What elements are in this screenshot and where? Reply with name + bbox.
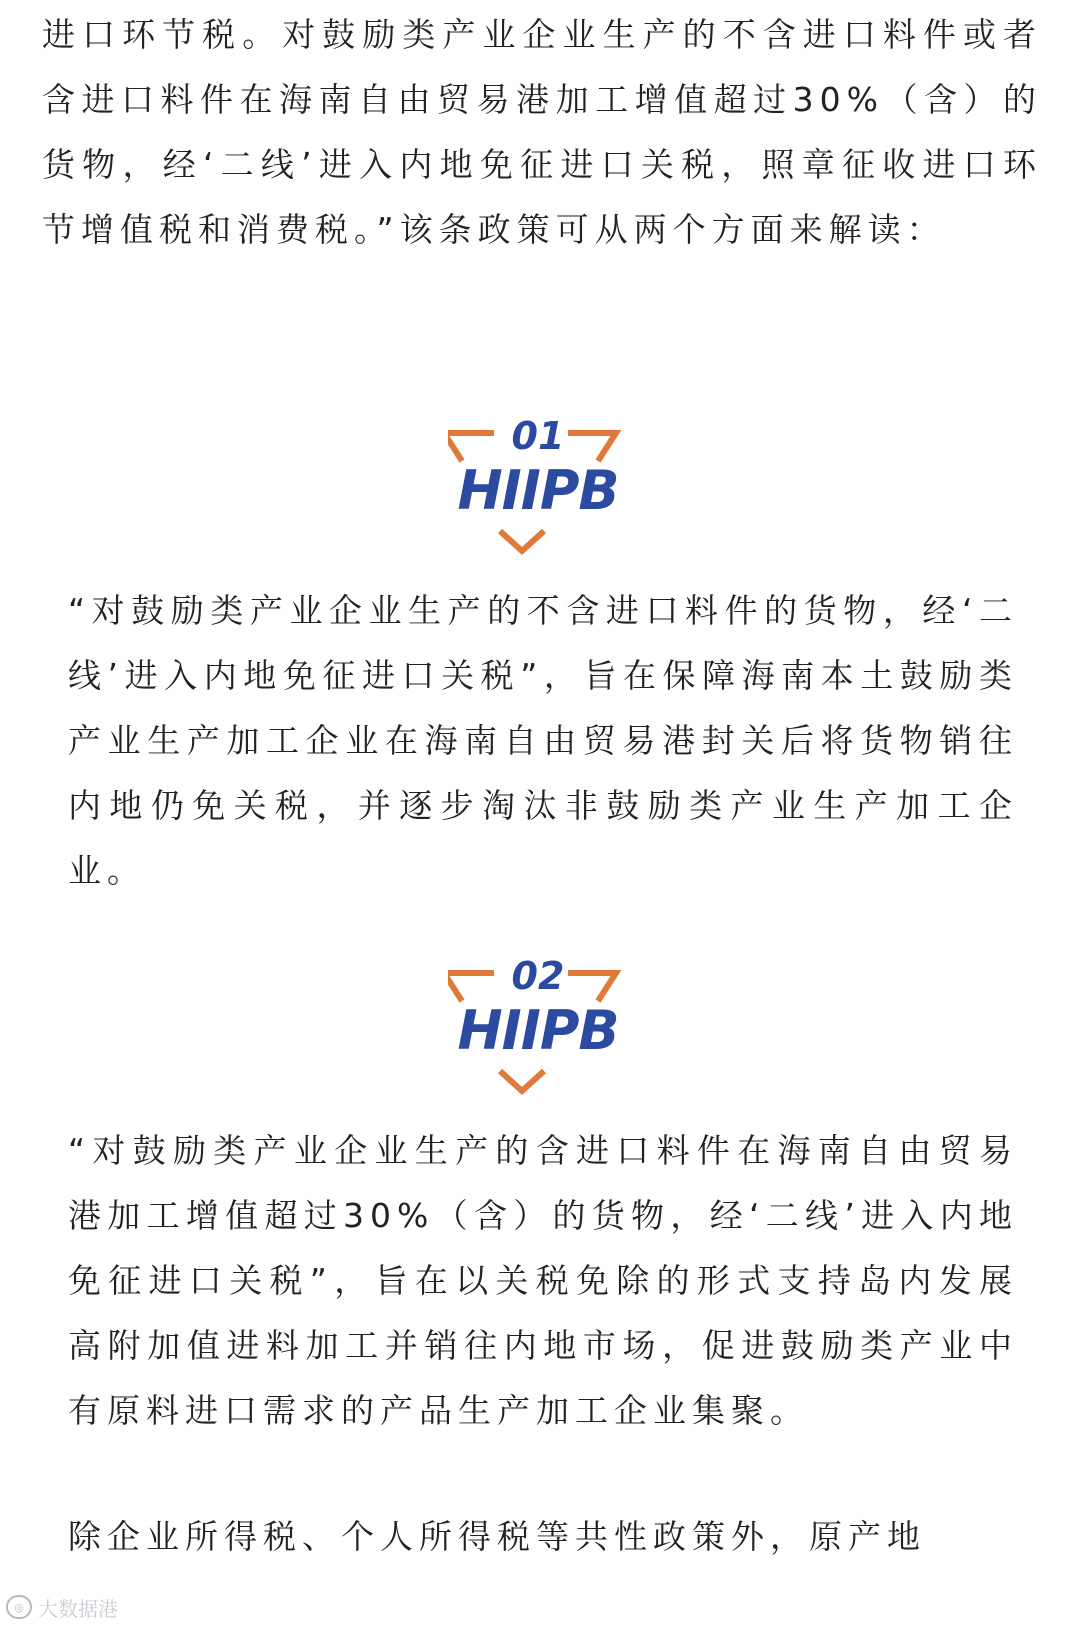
watermark-text: 大数据港 — [38, 1596, 118, 1621]
paragraph-intro: 进口环节税。对鼓励类产业企业生产的不含进口料件或者含进口料件在海南自由贸易港加工增值超过30%（含）的货物，经‘二线’进入内地免征进口关税，照章征收进口环节增值税和消费税。”该条政策可从两个方面来解读： — [42, 15, 1042, 249]
paragraph-point-one: “对鼓励类产业企业生产的不含进口料件的货物，经‘二线’进入内地免征进口关税”，旨在保障海南本土鼓励类产业生产加工企业在海南自由贸易港封关后将货物销往内地仍免关税，并逐步淘汰非鼓励类产业生产加工企业。 — [68, 591, 1018, 890]
watermark — [6, 1592, 118, 1622]
badge-number: 01 — [511, 414, 565, 458]
badge-number: 02 — [511, 954, 565, 998]
section-badge-02 — [448, 955, 628, 1105]
paragraph-point-two: “对鼓励类产业企业生产的含进口料件在海南自由贸易港加工增值超过30%（含）的货物，经‘二线’进入内地免征进口关税”，旨在以关税免除的形式支持岛内发展高附加值进料加工并销往内地市场，促进鼓励类产业中有原料进口需求的产品生产加工企业集聚。 — [68, 1131, 1018, 1430]
hiipb-logo: HIIPB — [457, 999, 619, 1062]
section-badge-01 — [448, 415, 628, 565]
hiipb-logo: HIIPB — [457, 459, 619, 522]
watermark-logo-icon: ◎ — [6, 1595, 32, 1619]
paragraph-tail: 除企业所得税、个人所得税等共性政策外，原产地 — [68, 1517, 926, 1556]
